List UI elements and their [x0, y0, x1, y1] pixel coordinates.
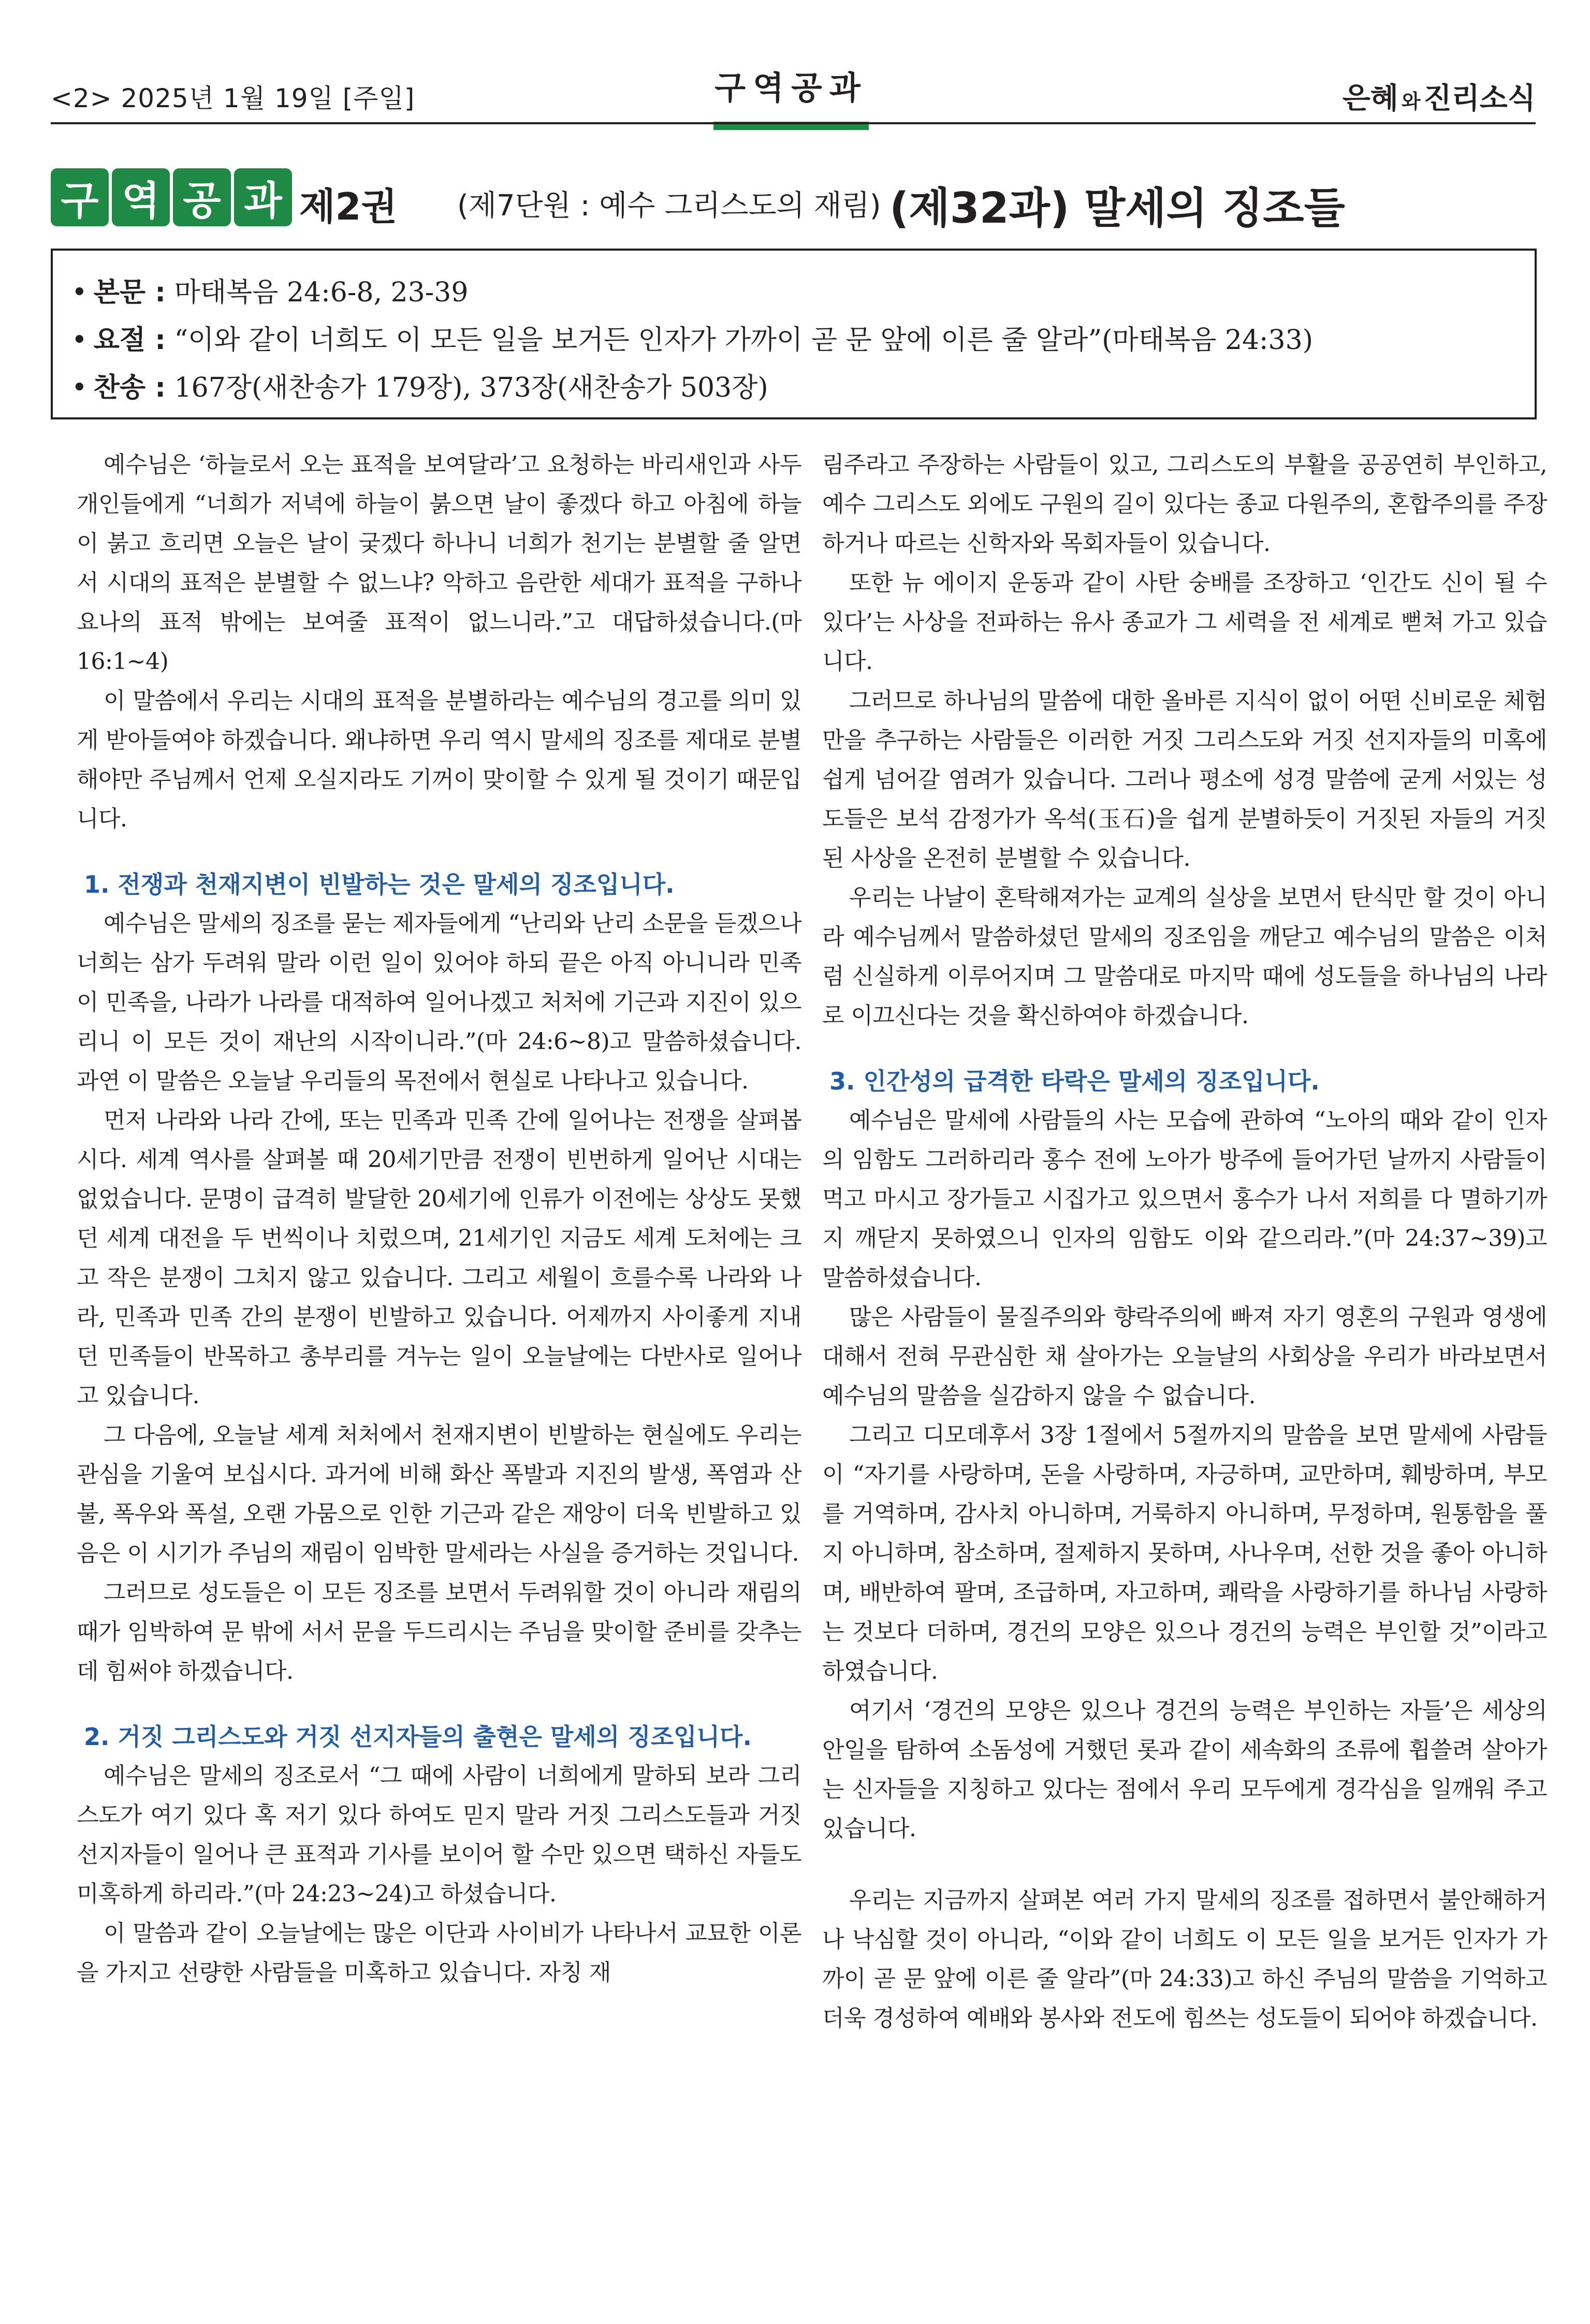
paragraph: 예수님은 말세에 사람들의 사는 모습에 관하여 “노아의 때와 같이 인자의 임함도 그러하리라 홍수 전에 노아가 방주에 들어가던 날까지 사람들이 먹고 마시고 장가들고 시집가고 있으면서 홍수가 나서 저희를 다 멸하기까지 깨닫지 못하였으니 인자의 임함도 이와 같으리라.”(마 24:37~39)고 말씀하셨습니다.: [822, 1107, 1547, 1291]
section-title: [708, 62, 874, 130]
info-verse-value: “이와 같이 너희도 이 모든 일을 보거든 인자가 가까이 곧 문 앞에 이른 줄 알라”(마태복음 24:33): [174, 325, 1314, 356]
info-hymn: [71, 366, 768, 404]
info-text-value: 마태복음 24:6-8, 23-39: [174, 277, 469, 308]
section-heading-1: 1. 전쟁과 천재지변이 빈발하는 것은 말세의 징조입니다.: [84, 870, 675, 898]
paragraph: 이 말씀과 같이 오늘날에는 많은 이단과 사이비가 나타나서 교묘한 이론을 가지고 선량한 사람들을 미혹하고 있습니다. 자칭 재: [77, 1920, 801, 1986]
paragraph: 예수님은 ‘하늘로서 오는 표적을 보여달라’고 요청하는 바리새인과 사두개인들에게 “너희가 저녁에 하늘이 붉으면 날이 좋겠다 하고 아침에 하늘이 붉고 흐리면 오늘은 날이 궂겠다 하나니 너희가 천기는 분별할 줄 알면서 시대의 표적은 분별할 수 없느냐? 악하고 음란한 세대가 표적을 구하나 요나의 표적 밖에는 보여줄 표적이 없느니라.”고 대답하셨습니다.(마 16:1~4): [77, 452, 802, 675]
bullet: •: [71, 277, 87, 308]
publication-name-a: 은혜: [1342, 82, 1398, 115]
section-title-text: 구역공과: [714, 69, 868, 107]
paragraph: 림주라고 주장하는 사람들이 있고, 그리스도의 부활을 공공연히 부인하고, 예수 그리스도 외에도 구원의 길이 있다는 종교 다원주의, 혼합주의를 주장하거나 따르는 신학자와 목회자들이 있습니다.: [822, 452, 1547, 557]
info-text-label: 본문 :: [93, 277, 166, 308]
paragraph: 그 다음에, 오늘날 세계 처처에서 천재지변이 빈발하는 현실에도 우리는 관심을 기울여 보십시다. 과거에 비해 화산 폭발과 지진의 발생, 폭염과 산불, 폭우와 폭설, 오랜 가뭄으로 인한 기근과 같은 재앙이 더욱 빈발하고 있음은 이 시기가 주님의 재림이 임박한 말세라는 사실을 증거하는 것입니다.: [77, 1422, 801, 1566]
bullet: •: [71, 372, 87, 403]
volume-label: 제2권: [299, 185, 398, 228]
badge-char: 역: [112, 168, 170, 226]
left-column: [77, 445, 801, 1993]
paragraph: 그리고 디모데후서 3장 1절에서 5절까지의 말씀을 보면 말세에 사람들이 “자기를 사랑하며, 돈을 사랑하며, 자긍하며, 교만하며, 훼방하며, 부모를 거역하며, 감사치 아니하며, 거룩하지 아니하며, 무정하며, 원통함을 풀지 아니하며, 참소하며, 절제하지 못하며, 사나우며, 선한 것을 좋아 아니하며, 배반하여 팔며, 조급하며, 자고하며, 쾌락을 사랑하기를 하나님 사랑하는 것보다 더하며, 경건의 모양은 있으나 경건의 능력은 부인할 것”이라고 하였습니다.: [822, 1422, 1547, 1684]
right-column: [822, 445, 1547, 2038]
info-text: [71, 270, 468, 309]
lesson-title: (제32과) 말세의 징조들: [889, 184, 1345, 233]
lesson-badges: [51, 168, 292, 226]
page-header: [51, 62, 1536, 129]
badge-char: 공: [173, 168, 231, 226]
unit-label: (제7단원 : 예수 그리스도의 재림): [457, 189, 881, 223]
paragraph: 많은 사람들이 물질주의와 향락주의에 빠져 자기 영혼의 구원과 영생에 대해서 전혀 무관심한 채 살아가는 오늘날의 사회상을 우리가 바라보면서 예수님의 말씀을 실감하지 않을 수 없습니다.: [822, 1304, 1547, 1409]
publication-name-b: 진리소식: [1423, 82, 1536, 115]
section-heading-3: 3. 인간성의 급격한 타락은 말세의 징조입니다.: [829, 1067, 1320, 1095]
section-heading-2: 2. 거짓 그리스도와 거짓 선지자들의 출현은 말세의 징조입니다.: [84, 1723, 752, 1751]
bullet: •: [71, 325, 87, 356]
paragraph: 이 말씀에서 우리는 시대의 표적을 분별하라는 예수님의 경고를 의미 있게 받아들여야 하겠습니다. 왜냐하면 우리 역시 말세의 징조를 제대로 분별해야만 주님께서 언제 오실지라도 기꺼이 맞이할 수 있게 될 것이기 때문입니다.: [77, 688, 801, 832]
paragraph: 예수님은 말세의 징조로서 “그 때에 사람이 너희에게 말하되 보라 그리스도가 여기 있다 혹 저기 있다 하여도 믿지 말라 거짓 그리스도들과 거짓 선지자들이 일어나 큰 표적과 기사를 보이어 할 수만 있으면 택하신 자들도 미혹하게 하리라.”(마 24:23~24)고 하셨습니다.: [77, 1763, 801, 1907]
info-verse: [71, 318, 1313, 357]
paragraph: 우리는 지금까지 살펴본 여러 가지 말세의 징조를 접하면서 불안해하거나 낙심할 것이 아니라, “이와 같이 너희도 이 모든 일을 보거든 인자가 가까이 곧 문 앞에 이른 줄 알라”(마 24:33)고 하신 주님의 말씀을 기억하고 더욱 경성하여 예배와 봉사와 전도에 힘쓰는 성도들이 되어야 하겠습니다.: [822, 1887, 1547, 2031]
paragraph: 그러므로 하나님의 말씀에 대한 올바른 지식이 없이 어떤 신비로운 체험만을 추구하는 사람들은 이러한 거짓 그리스도와 거짓 선지자들의 미혹에 쉽게 넘어갈 염려가 있습니다. 그러나 평소에 성경 말씀에 굳게 서있는 성도들은 보석 감정가가 옥석(玉石)을 쉽게 분별하듯이 거짓된 자들의 거짓된 사상을 온전히 분별할 수 있습니다.: [822, 688, 1547, 872]
info-hymn-label: 찬송 :: [93, 372, 166, 403]
publication-name-conj: 와: [1401, 90, 1421, 113]
publication-name: [1343, 76, 1536, 117]
info-hymn-value: 167장(새찬송가 179장), 373장(새찬송가 503장): [174, 372, 768, 403]
header-divider: [51, 122, 1536, 124]
badge-char: 과: [234, 168, 292, 226]
badge-char: 구: [51, 168, 109, 226]
paragraph: 예수님은 말세의 징조를 묻는 제자들에게 “난리와 난리 소문을 듣겠으나 너희는 삼가 두려워 말라 이런 일이 있어야 하되 끝은 아직 아니니라 민족이 민족을, 나라가 나라를 대적하여 일어나겠고 처처에 기근과 지진이 있으리니 이 모든 것이 재난의 시작이니라.”(마 24:6~8)고 말씀하셨습니다. 과연 이 말씀은 오늘날 우리들의 목전에서 현실로 나타나고 있습니다.: [77, 910, 801, 1094]
info-verse-label: 요절 :: [93, 325, 166, 356]
paragraph: 우리는 나날이 혼탁해져가는 교계의 실상을 보면서 탄식만 할 것이 아니라 예수님께서 말씀하셨던 말세의 징조임을 깨닫고 예수님의 말씀은 이처럼 신실하게 이루어지며 그 말씀대로 마지막 때에 성도들을 하나님의 나라로 이끄신다는 것을 확신하여야 하겠습니다.: [822, 884, 1547, 1029]
paragraph: 또한 뉴 에이지 운동과 같이 사탄 숭배를 조장하고 ‘인간도 신이 될 수 있다’는 사상을 전파하는 유사 종교가 그 세력을 전 세계로 뻗쳐 가고 있습니다.: [822, 570, 1547, 675]
spacer: [822, 1849, 1547, 1881]
page-number-date: <2> 2025년 1월 19일 [주일]: [51, 83, 415, 113]
lesson-info-box: [51, 249, 1537, 419]
paragraph: 그러므로 성도들은 이 모든 징조를 보면서 두려워할 것이 아니라 재림의 때가 임박하여 문 밖에 서서 문을 두드리시는 주님을 맞이할 준비를 갖추는데 힘써야 하겠습니다.: [77, 1579, 801, 1684]
paragraph: 여기서 ‘경건의 모양은 있으나 경건의 능력은 부인하는 자들’은 세상의 안일을 탐하여 소돔성에 거했던 롯과 같이 세속화의 조류에 휩쓸려 살아가는 신자들을 지칭하고 있다는 점에서 우리 모두에게 경각심을 일깨워 주고 있습니다.: [822, 1697, 1547, 1842]
lesson-title-row: [51, 168, 1536, 233]
paragraph: 먼저 나라와 나라 간에, 또는 민족과 민족 간에 일어나는 전쟁을 살펴봅시다. 세계 역사를 살펴볼 때 20세기만큼 전쟁이 빈번하게 일어난 시대는 없었습니다. 문명이 급격히 발달한 20세기에 인류가 이전에는 상상도 못했던 세계 대전을 두 번씩이나 치렀으며, 21세기인 지금도 세계 도처에는 크고 작은 분쟁이 그치지 않고 있습니다. 그리고 세월이 흐를수록 나라와 나라, 민족과 민족 간의 분쟁이 빈발하고 있습니다. 어제까지 사이좋게 지내던 민족들이 반목하고 총부리를 겨누는 일이 오늘날에는 다반사로 일어나고 있습니다.: [77, 1107, 801, 1409]
